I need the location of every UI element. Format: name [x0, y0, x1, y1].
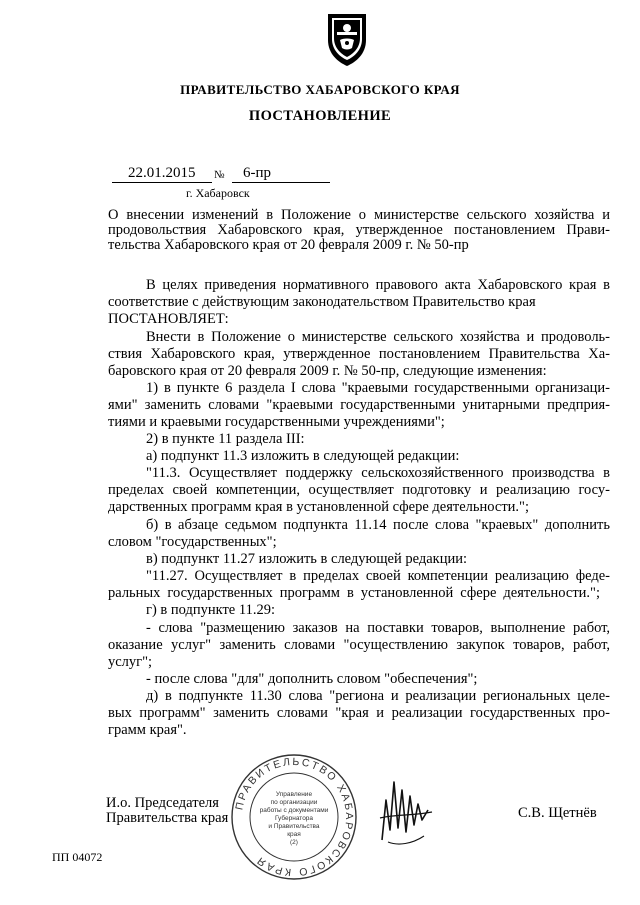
stamp-center-line: края — [287, 831, 301, 838]
body-line: - слова "размещению заказов на поставки товаров, выполнение работ, — [146, 620, 610, 636]
number-underline — [232, 182, 330, 183]
body-line: ральных государственных программ в установленной сфере деятельности."; — [108, 585, 600, 601]
body-line: соответствие с действующим законодательством Правительство края — [108, 294, 536, 310]
body-line: а) подпункт 11.3 изложить в следующей редакции: — [146, 448, 460, 464]
body-line: ями" заменить словами "краевыми государственными унитарными предприя- — [108, 397, 610, 413]
body-line: ПОСТАНОВЛЯЕТ: — [108, 311, 229, 327]
stamp-center-line: Управление — [275, 791, 313, 798]
body-line: 2) в пункте 11 раздела III: — [146, 431, 305, 447]
body-line: словом "государственных"; — [108, 534, 277, 550]
government-name: ПРАВИТЕЛЬСТВО ХАБАРОВСКОГО КРАЯ — [180, 82, 460, 97]
body-line: услуг"; — [108, 654, 153, 670]
number-sign: № — [214, 169, 225, 181]
body-line: Внести в Положение о министерстве сельского хозяйства и продоволь- — [146, 329, 610, 345]
subject-line: продовольствия Хабаровского края, утвержденное постановлением Прави- — [108, 222, 610, 238]
body-line: баровского края от 20 февраля 2009 г. № 50-пр, следующие изменения: — [108, 363, 547, 379]
signatory-name: С.В. Щетнёв — [518, 805, 597, 821]
signatory-position — [106, 796, 228, 826]
stamp-center-line: по организации — [270, 799, 318, 806]
document-subject — [108, 208, 610, 253]
body-line: "11.3. Осуществляет поддержку сельскохозяйственного производства в — [146, 465, 610, 481]
signatory-position-line: Правительства края — [106, 810, 229, 826]
subject-line: тельства Хабаровского края от 20 февраля 2009 г. № 50-пр — [108, 237, 469, 253]
body-line: тиями и краевыми государственными учреждениями"; — [108, 414, 445, 430]
body-line: - после слова "для" дополнить словом "обеспечения"; — [146, 671, 478, 687]
stamp-center-line: и Правительства — [268, 823, 320, 830]
handwritten-signature — [372, 770, 442, 850]
stamp-center-line: (2) — [290, 839, 298, 846]
stamp-center-line: Губернатора — [274, 815, 314, 822]
body-line: В целях приведения нормативного правового акта Хабаровского края в — [146, 277, 610, 293]
date-underline — [112, 182, 212, 183]
coat-of-arms-icon — [324, 10, 370, 68]
signatory-position-line: И.о. Председателя — [106, 795, 219, 811]
body-line: ствия Хабаровского края, утвержденное постановлением Правительства Ха- — [108, 346, 610, 362]
document-title: ПОСТАНОВЛЕНИЕ — [248, 108, 392, 124]
body-line: пределах своей компетенции, осуществляет подготовку и реализацию госу- — [108, 482, 610, 498]
document-date: 22.01.2015 — [128, 165, 196, 181]
document-number: 6-пр — [243, 165, 272, 181]
document-code: ПП 04072 — [52, 850, 103, 864]
official-stamp — [230, 752, 358, 882]
subject-line: О внесении изменений в Положение о министерстве сельского хозяйства и — [108, 207, 610, 223]
body-line: д) в подпункте 11.30 слова "региона и реализации региональных целе- — [146, 688, 610, 704]
body-line: 1) в пункте 6 раздела I слова "краевыми государственными организаци- — [146, 380, 610, 396]
body-line: оказание услуг" заменить словами "осуществлению закупок товаров, работ, — [108, 637, 610, 653]
body-line: грамм края". — [108, 722, 187, 738]
body-line: в) подпункт 11.27 изложить в следующей редакции: — [146, 551, 468, 567]
body-line: дарственных программ края в установленной сфере деятельности."; — [108, 499, 529, 515]
city: г. Хабаровск — [186, 186, 250, 200]
body-line: "11.27. Осуществляет в пределах своей компетенции реализацию феде- — [146, 568, 610, 584]
body-line: г) в подпункте 11.29: — [146, 602, 275, 618]
stamp-center-line: работы с документами — [259, 807, 329, 814]
body-line: б) в абзаце седьмом подпункта 11.14 после слова "краевых" дополнить — [146, 517, 610, 533]
body-line: вых программ" заменить словами "края и реализации государственных про- — [108, 705, 610, 721]
stamp-ring-text: ПРАВИТЕЛЬСТВО ХАБАРОВСКОГО КРАЯ — [233, 755, 356, 879]
